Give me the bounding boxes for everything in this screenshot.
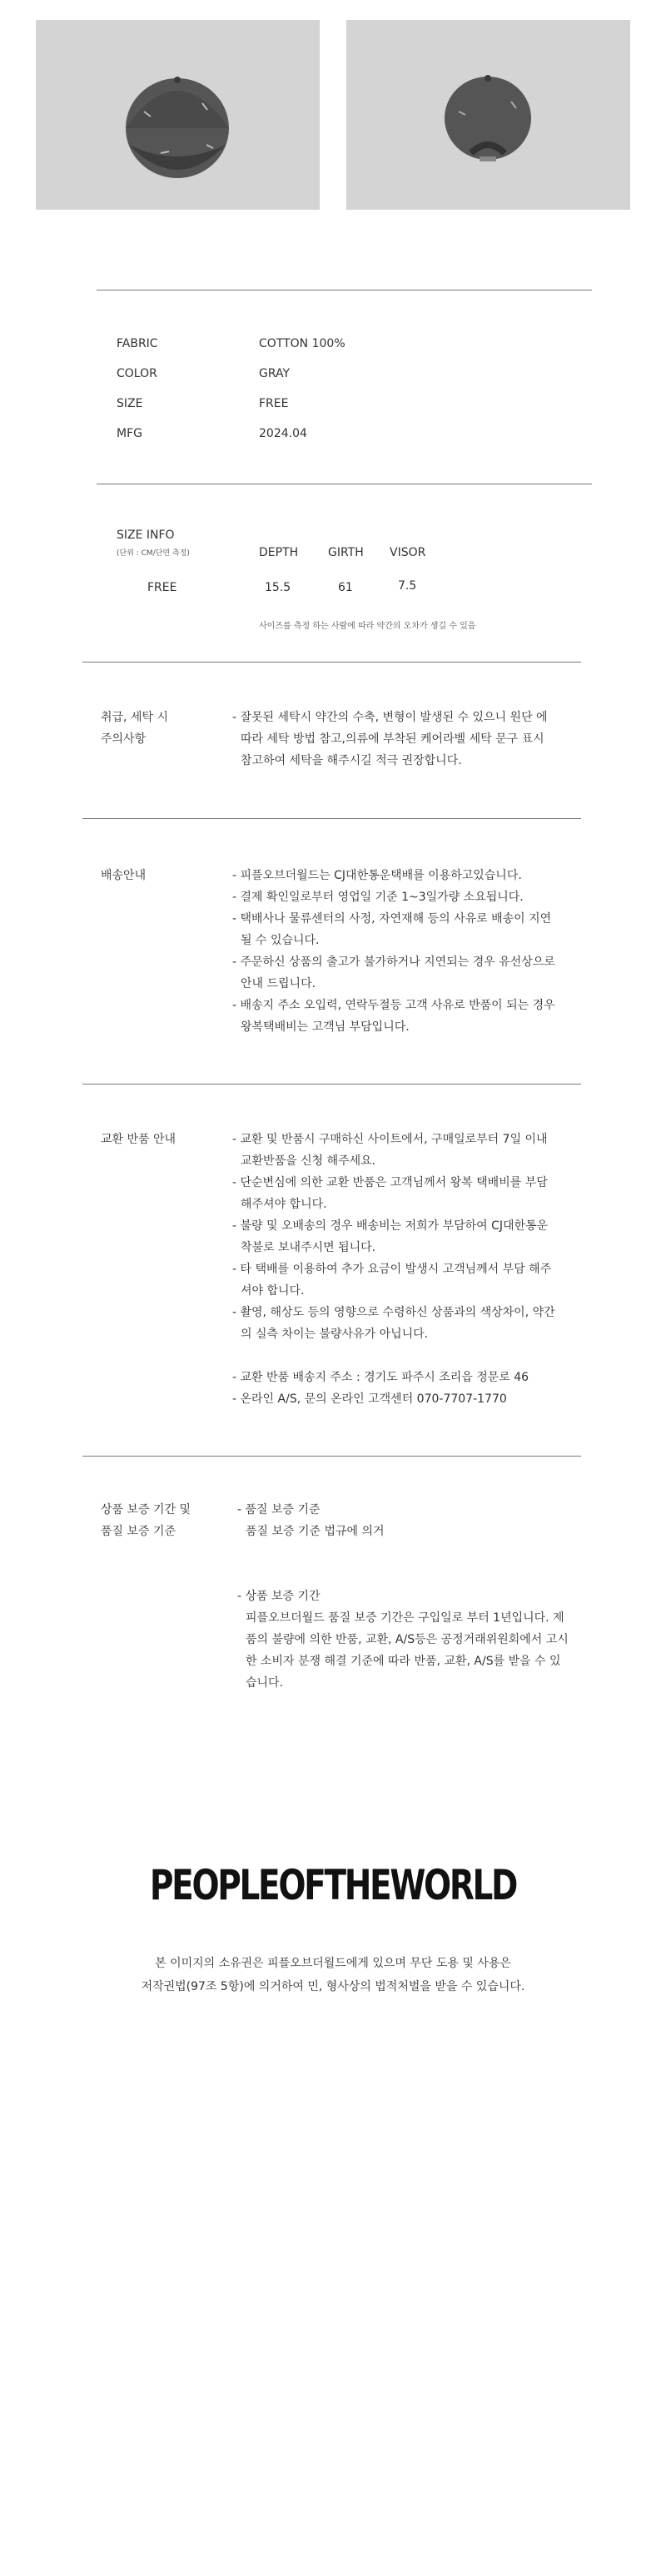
section-title-line: 상품 보증 기간 및 <box>101 1503 191 1516</box>
size-info-unit: (단위 : CM/단면 측정) <box>117 549 190 558</box>
section-title-line: 품질 보증 기준 <box>101 1525 176 1538</box>
section-title-line: 주의사항 <box>101 732 147 746</box>
copyright-line: 본 이미지의 소유권은 피플오브더월드에게 있으며 무단 도용 및 사용은 <box>155 1957 511 1970</box>
copyright-notice <box>0 1952 666 1998</box>
section-title-exchange <box>101 1129 217 1150</box>
shipping-item: - 결제 확인일로부터 영업일 기준 1~3일가량 소요됩니다. <box>232 891 524 904</box>
spec-value-mfg: 2024.04 <box>259 427 307 440</box>
size-info-note: 사이즈를 측정 하는 사람에 따라 약간의 오차가 생길 수 있음 <box>259 622 476 631</box>
exchange-item: - 불량 및 오배송의 경우 배송비는 저희가 부담하여 CJ대한통운 착불로 보내주시면 됩니다. <box>232 1219 549 1254</box>
section-title-care <box>101 707 217 750</box>
exchange-item: - 온라인 A/S, 문의 온라인 고객센터 070-7707-1770 <box>232 1392 507 1406</box>
spec-label-mfg: MFG <box>117 427 142 440</box>
section-title-shipping <box>101 865 217 886</box>
spec-value-color: GRAY <box>259 367 291 380</box>
spec-value-fabric: COTTON 100% <box>259 337 345 350</box>
section-title-line: 배송안내 <box>101 869 147 882</box>
spec-value-size: FREE <box>259 397 289 410</box>
shipping-item: - 피플오브더월드는 CJ대한통운택배를 이용하고있습니다. <box>232 869 522 882</box>
warranty-item: 품질 보증 기준 법규에 의거 <box>246 1525 385 1538</box>
size-header-girth: GIRTH <box>328 546 364 559</box>
product-photo-front <box>36 20 320 210</box>
section-body-shipping <box>232 865 557 1038</box>
size-value-depth: 15.5 <box>265 581 291 594</box>
divider <box>82 818 581 819</box>
exchange-item: - 교환 반품 배송지 주소 : 경기도 파주시 조리읍 정문로 46 <box>232 1371 529 1384</box>
shipping-item: - 주문하신 상품의 출고가 불가하거나 지연되는 경우 유선상으로 안내 드립니다. <box>232 955 555 990</box>
divider <box>82 1456 581 1457</box>
exchange-item: - 촬영, 해상도 등의 영향으로 수령하신 상품과의 색상차이, 약간의 실측 차이는 불량사유가 아닙니다. <box>232 1306 555 1341</box>
product-photo-back <box>346 20 630 210</box>
shipping-item: - 택배사나 물류센터의 사정, 자연재해 등의 사유로 배송이 지연될 수 있습니다. <box>232 912 552 947</box>
section-title-warranty <box>101 1499 217 1542</box>
exchange-item: - 교환 및 반품시 구매하신 사이트에서, 구매일로부터 7일 이내 교환반품을 신청 해주세요. <box>232 1133 548 1168</box>
shipping-item: - 배송지 주소 오입력, 연락두절등 고객 사유로 반품이 되는 경우 왕복택배비는 고객님 부담입니다. <box>232 999 555 1034</box>
section-title-line: 교환 반품 안내 <box>101 1133 176 1146</box>
divider <box>82 1084 581 1085</box>
brand-logo: PEOPLEOFTHEWORLD <box>149 1861 517 1909</box>
divider <box>82 662 581 663</box>
cap-front-image <box>36 20 320 210</box>
section-title-line: 취급, 세탁 시 <box>101 711 168 724</box>
exchange-item: - 단순변심에 의한 교환 반품은 고객님께서 왕복 택배비를 부담 해주셔야 합니다. <box>232 1176 548 1211</box>
spec-label-fabric: FABRIC <box>117 337 158 350</box>
section-body-warranty <box>237 1499 570 1694</box>
exchange-item: - 타 택배를 이용하여 추가 요금이 발생시 고객님께서 부담 해주셔야 합니다. <box>232 1263 552 1298</box>
size-header-visor: VISOR <box>390 546 426 559</box>
spec-label-color: COLOR <box>117 367 157 380</box>
section-body-care <box>232 707 557 772</box>
size-info-title: SIZE INFO <box>117 529 175 542</box>
warranty-item: - 품질 보증 기준 <box>237 1503 321 1516</box>
warranty-item: - 상품 보증 기간 <box>237 1590 321 1603</box>
cap-back-image <box>346 20 630 210</box>
size-header-depth: DEPTH <box>259 546 299 559</box>
size-row-label: FREE <box>147 581 177 594</box>
spec-label-size: SIZE <box>117 397 143 410</box>
size-value-visor: 7.5 <box>398 579 417 593</box>
warranty-item: 피플오브더월드 품질 보증 기간은 구입일로 부터 1년입니다. 제품의 불량에 의한 반품, 교환, A/S등은 공정거래위원회에서 고시한 소비자 분쟁 해결 기준에 따라 반품, 교환, A/S를 받을 수 있습니다. <box>246 1611 569 1690</box>
section-body-exchange <box>232 1129 557 1410</box>
size-value-girth: 61 <box>338 581 353 594</box>
care-item: - 잘못된 세탁시 약간의 수축, 변형이 발생된 수 있으니 원단 에 따라 세탁 방법 참고,의류에 부착된 케어라벨 세탁 문구 표시 참고하여 세탁을 해주시길 적극 권장합니다. <box>232 711 548 767</box>
copyright-line: 저작권법(97조 5항)에 의거하여 민, 형사상의 법적처벌을 받을 수 있습니다. <box>141 1980 525 1993</box>
